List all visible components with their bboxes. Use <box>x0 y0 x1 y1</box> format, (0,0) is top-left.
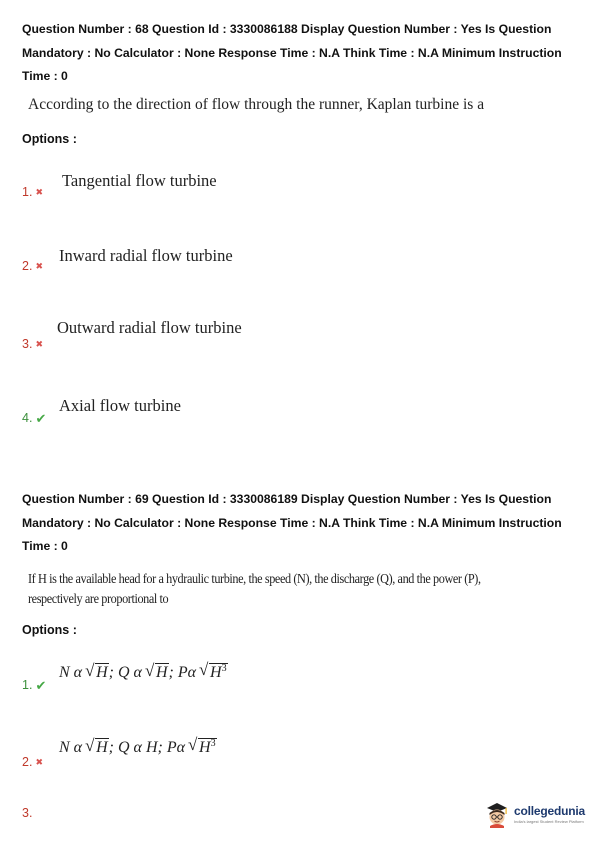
option-number <box>22 755 43 769</box>
option-text: Axial flow turbine <box>59 396 181 415</box>
meta-line: Time : 0 <box>22 539 68 553</box>
question-text <box>28 569 568 609</box>
option-number <box>22 678 46 692</box>
option-index: 1. <box>22 678 33 692</box>
question-text: According to the direction of flow through the runner, Kaplan turbine is a <box>28 96 485 113</box>
logo-tagline: India's largest Student Review Platform <box>514 819 584 824</box>
cross-icon: ✖ <box>35 186 43 197</box>
cross-icon: ✖ <box>35 756 43 767</box>
option-number <box>22 806 32 820</box>
question-meta <box>22 488 582 559</box>
cross-icon: ✖ <box>35 338 43 349</box>
options-label: Options : <box>22 623 77 637</box>
question-line: If H is the available head for a hydraulic turbine, the speed (N), the discharge (Q), and the power (P), <box>28 571 481 586</box>
meta-line: Question Number : 69 Question Id : 3330086189 Display Question Number : Yes Is Question <box>22 492 552 506</box>
options-label: Options : <box>22 132 77 146</box>
meta-line: Question Number : 68 Question Id : 3330086188 Display Question Number : Yes Is Question <box>22 22 552 36</box>
option-number <box>22 337 43 351</box>
option-index: 3. <box>22 806 33 820</box>
option-formula: N α √ H; Q α H; Pα √ $H^3$ <box>59 738 217 757</box>
option-number <box>22 411 46 425</box>
question-line: respectively are proportional to <box>28 591 169 606</box>
option-number <box>22 185 43 199</box>
check-icon: ✔ <box>35 677 47 693</box>
option-index: 1. <box>22 185 33 199</box>
option-index: 4. <box>22 411 33 425</box>
check-icon: ✔ <box>35 410 47 426</box>
option-index: 2. <box>22 259 33 273</box>
meta-line: Mandatory : No Calculator : None Response Time : N.A Think Time : N.A Minimum Instruction <box>22 515 562 530</box>
option-formula: N α √ H; Q α √ H; Pα √ $H^3$ <box>59 663 228 682</box>
question-meta <box>22 18 582 89</box>
collegedunia-logo <box>484 800 585 828</box>
option-text: Outward radial flow turbine <box>57 318 242 337</box>
option-index: 3. <box>22 337 33 351</box>
logo-name: collegedunia <box>514 804 585 818</box>
option-index: 2. <box>22 755 33 769</box>
cross-icon: ✖ <box>35 260 43 271</box>
option-text: Tangential flow turbine <box>62 171 217 190</box>
meta-line: Time : 0 <box>22 69 68 83</box>
meta-line: Mandatory : No Calculator : None Response Time : N.A Think Time : N.A Minimum Instruction <box>22 45 562 60</box>
option-number <box>22 259 43 273</box>
option-text: Inward radial flow turbine <box>59 246 233 265</box>
graduate-mascot-icon <box>484 800 510 828</box>
